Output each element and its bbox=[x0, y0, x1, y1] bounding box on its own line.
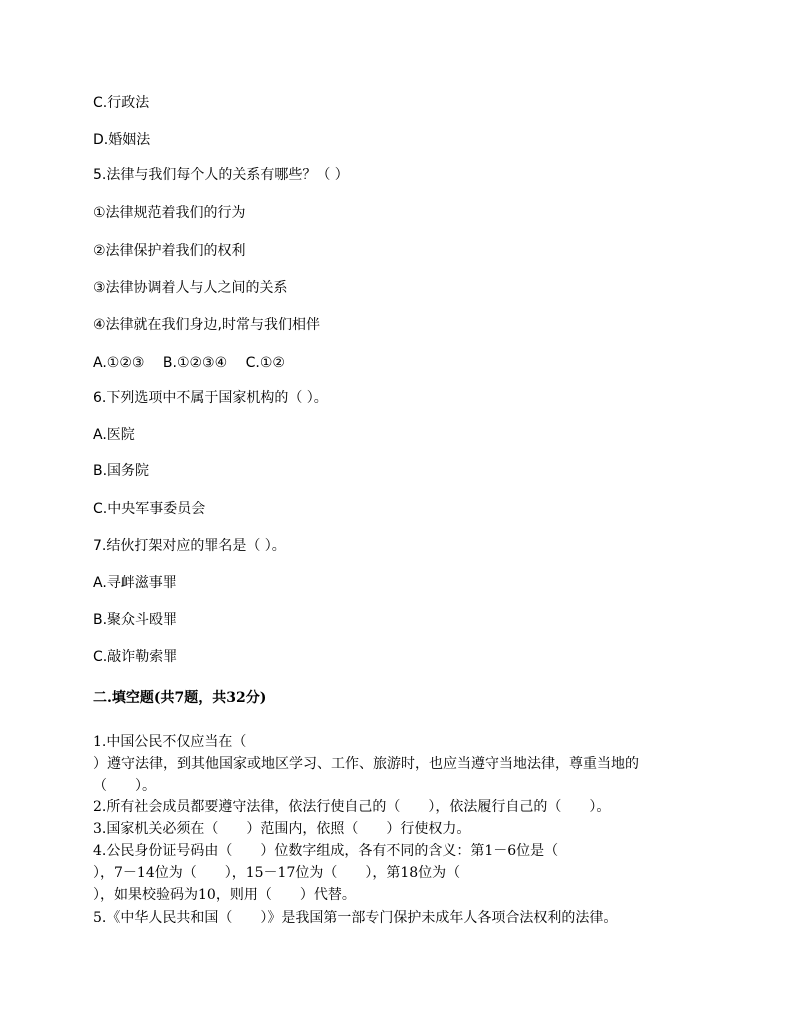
fill-q4-line-3: ），如果校验码为10，则用（ ）代替。 bbox=[93, 887, 356, 903]
fill-q1-line-3: （ ）。 bbox=[93, 778, 156, 794]
q7-option-b: B.聚众斗殴罪 bbox=[93, 612, 178, 628]
fill-section-title: 二.填空题(共7题，共32分) bbox=[93, 690, 267, 706]
fill-q3: 3.国家机关必须在（ ）范围内，依照（ ）行使权力。 bbox=[93, 821, 471, 837]
q7-question: 7.结伙打架对应的罪名是（ ）。 bbox=[93, 538, 286, 554]
fill-q4-line-1: 4.公民身份证号码由（ ）位数字组成，各有不同的含义：第1－6位是（ bbox=[93, 843, 559, 859]
q5-options: A.①②③ B.①②③④ C.①② bbox=[93, 355, 285, 371]
q7-option-a: A.寻衅滋事罪 bbox=[93, 575, 177, 591]
q4-option-d: D.婚姻法 bbox=[93, 132, 151, 148]
fill-q4-line-2: ），7－14位为（ ），15－17位为（ ），第18位为（ bbox=[93, 865, 461, 881]
q7-option-c: C.敲诈勒索罪 bbox=[93, 649, 178, 665]
q6-option-a: A.医院 bbox=[93, 427, 135, 443]
fill-q5: 5.《中华人民共和国（ ）》是我国第一部专门保护未成年人各项合法权利的法律。 bbox=[93, 910, 618, 926]
q4-option-c: C.行政法 bbox=[93, 95, 150, 111]
q6-option-c: C.中央军事委员会 bbox=[93, 501, 206, 517]
fill-q1-line-2: ）遵守法律，到其他国家或地区学习、工作、旅游时，也应当遵守当地法律，尊重当地的 bbox=[93, 756, 639, 772]
fill-q2: 2.所有社会成员都要遵守法律，依法行使自己的（ ），依法履行自己的（ ）。 bbox=[93, 799, 611, 815]
q6-question: 6.下列选项中不属于国家机构的（ ）。 bbox=[93, 390, 328, 406]
q5-statement-3: ③法律协调着人与人之间的关系 bbox=[93, 280, 288, 296]
q5-statement-2: ②法律保护着我们的权利 bbox=[93, 243, 246, 259]
q5-question: 5.法律与我们每个人的关系有哪些？（ ） bbox=[93, 167, 349, 183]
q5-statement-4: ④法律就在我们身边,时常与我们相伴 bbox=[93, 317, 321, 333]
fill-q1-line-1: 1.中国公民不仅应当在（ bbox=[93, 734, 247, 750]
q6-option-b: B.国务院 bbox=[93, 463, 150, 479]
q5-statement-1: ①法律规范着我们的行为 bbox=[93, 205, 246, 221]
